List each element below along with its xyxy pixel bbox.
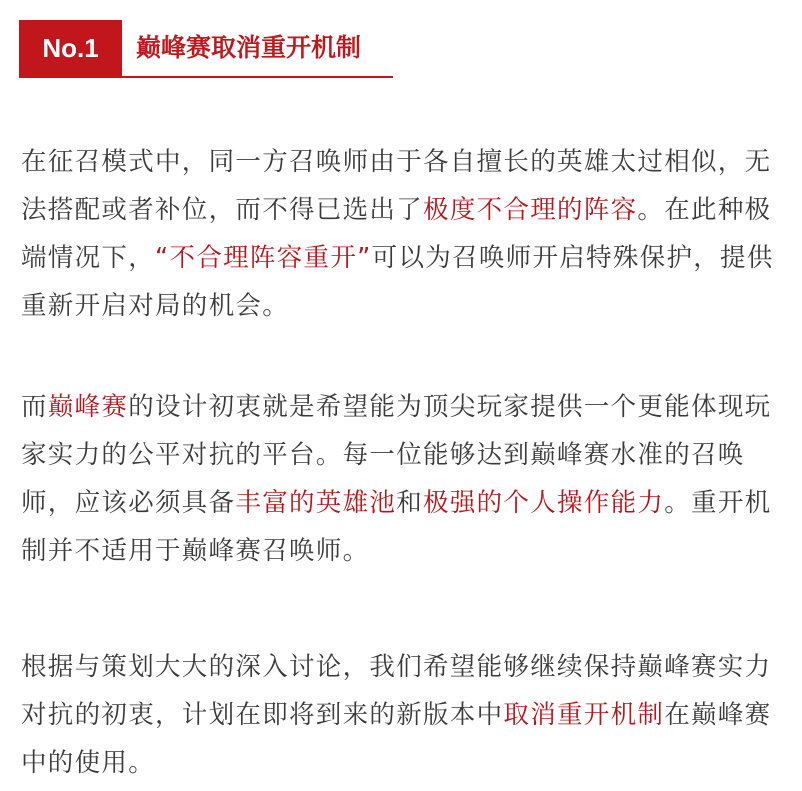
paragraph-text: 在征召模式中，同一方召唤师由于各自擅长的英雄太过相似，无法搭配或者补位，而不得已选出了 — [21, 147, 772, 225]
paragraph-text: 。在此种极端情况下， — [21, 195, 772, 273]
paragraph-text: 和 — [396, 488, 424, 518]
section-number-tag: No.1 — [19, 20, 122, 76]
paragraph-1 — [21, 138, 781, 330]
paragraph-text: 可以为召唤师开启特殊保护，提供重新开启对局的机会。 — [21, 243, 774, 321]
paragraph-2 — [21, 383, 781, 575]
section-title: 巅峰赛取消重开机制 — [136, 33, 362, 62]
highlighted-text: “不合理阵容重开” — [155, 243, 372, 273]
highlighted-text: 巅峰赛 — [47, 392, 129, 422]
paragraph-text: 。重开机制并不适用于巅峰赛召唤师。 — [21, 488, 772, 566]
paragraph-text: 而 — [21, 392, 48, 422]
highlighted-text: 极强的个人操作能力 — [423, 488, 665, 518]
paragraph-text: 的设计初衷就是希望能为顶尖玩家提供一个更能体现玩家实力的公平对抗的平台。每一位能够达到巅峰赛水准的召唤师，应该必须具备 — [21, 392, 772, 518]
paragraph-text: 根据与策划大大的深入讨论，我们希望能够继续保持巅峰赛实力对抗的初衷，计划在即将到来的新版本中 — [21, 652, 772, 730]
section-header — [19, 20, 393, 78]
highlighted-text: 取消重开机制 — [503, 700, 665, 730]
highlighted-text: 丰富的英雄池 — [235, 488, 397, 518]
highlighted-text: 极度不合理的阵容 — [423, 195, 638, 225]
paragraph-text: 在巅峰赛中的使用。 — [21, 700, 772, 778]
paragraph-3 — [21, 643, 781, 787]
